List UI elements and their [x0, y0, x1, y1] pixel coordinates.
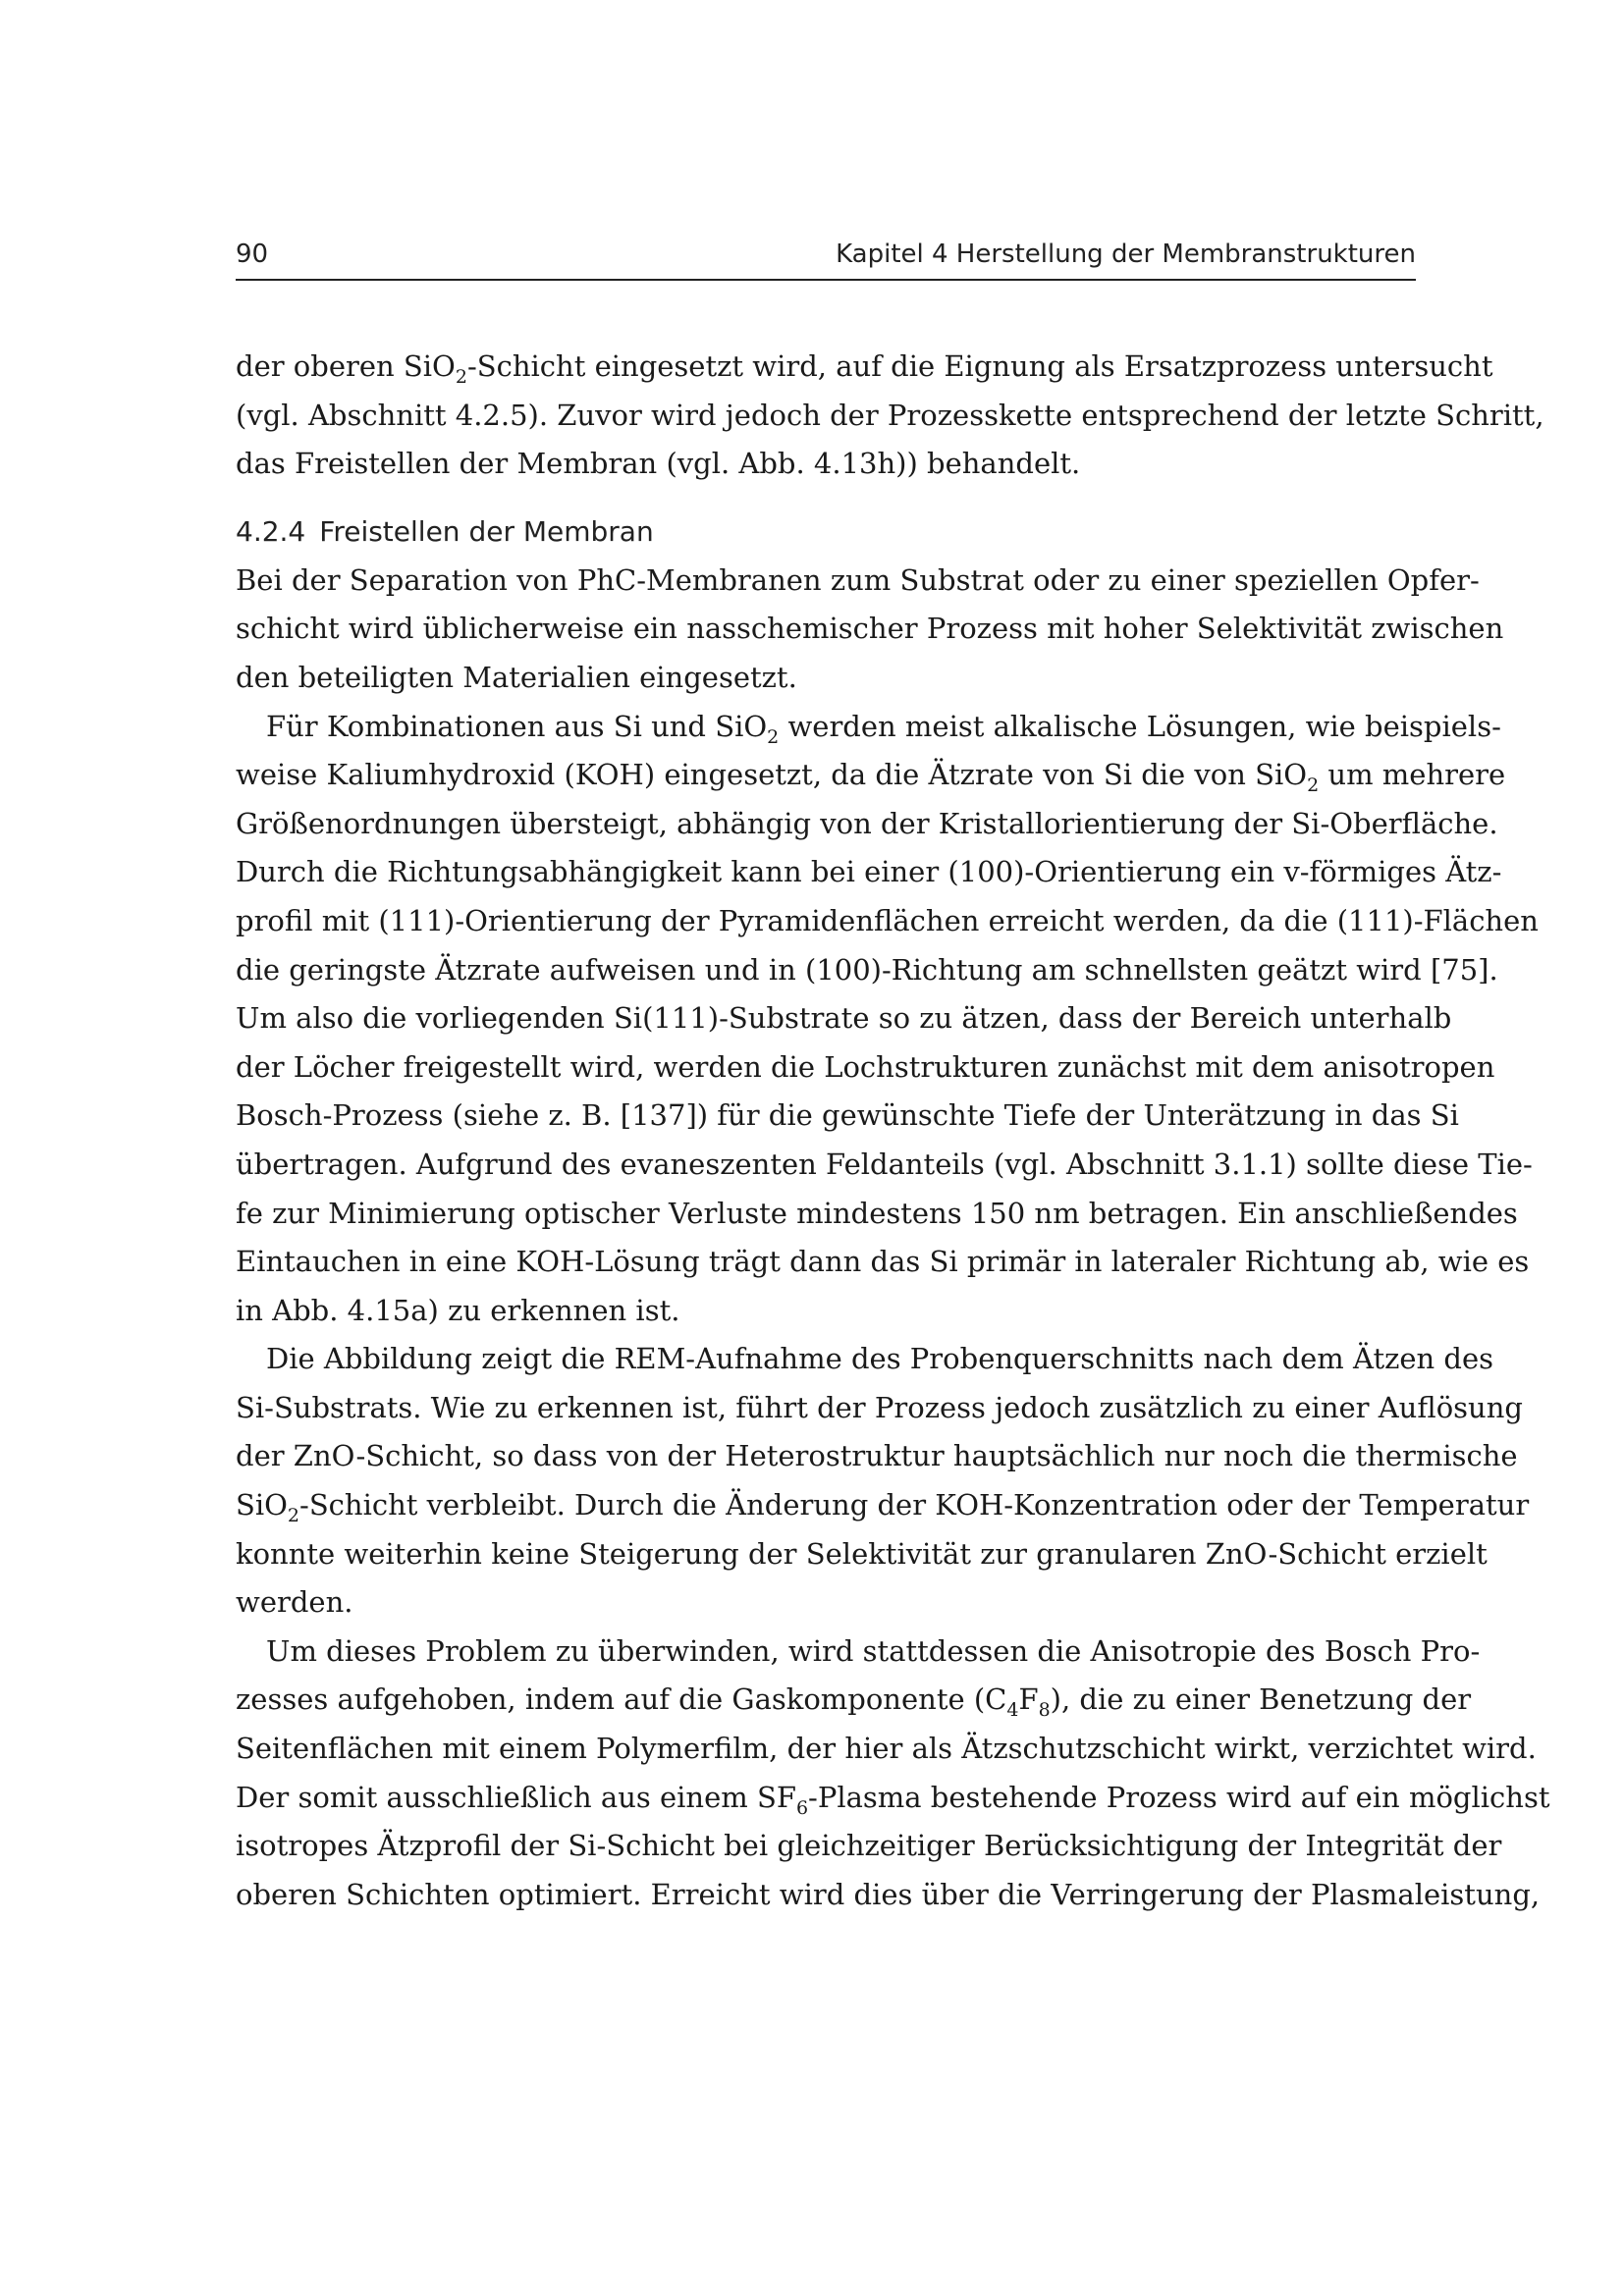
chapter-title: Kapitel 4 Herstellung der Membranstrukturen: [836, 240, 1416, 269]
text-line: profil mit (111)-Orientierung der Pyramidenflächen erreicht werden, da die (111)-Flächen: [236, 903, 1539, 937]
text-line: fe zur Minimierung optischer Verluste mindestens 150 nm betragen. Ein anschließendes: [236, 1196, 1518, 1230]
page-number: 90: [236, 240, 269, 269]
section-title: Freistellen der Membran: [319, 514, 654, 548]
text-line: die geringste Ätzrate aufweisen und in (100)-Richtung am schnellsten geätzt wird [75].: [236, 952, 1498, 987]
paragraph-continuation: [236, 343, 1544, 489]
text-line: Bosch-Prozess (siehe z. B. [137]) für die gewünschte Tiefe der Unterätzung in das Si: [236, 1098, 1459, 1133]
paragraph: [236, 1628, 1550, 1920]
text-line: Seitenflächen mit einem Polymerfilm, der hier als Ätzschutzschicht wirkt, verzichtet wird.: [236, 1732, 1537, 1766]
text-line: Bei der Separation von PhC-Membranen zum Substrat oder zu einer speziellen Opfer-: [236, 562, 1480, 597]
text-line: übertragen. Aufgrund des evaneszenten Feldanteils (vgl. Abschnitt 3.1.1) sollte diese Tie-: [236, 1147, 1533, 1181]
paragraph: [236, 557, 1504, 703]
body-text: [236, 343, 1550, 1919]
text-line: weise Kaliumhydroxid (KOH) eingesetzt, da die Ätzrate von Si die von SiO$_2$ um mehrere: [236, 758, 1506, 797]
paragraph: [236, 1335, 1530, 1628]
running-header: [236, 236, 1416, 281]
section-number: 4.2.4: [236, 514, 306, 548]
text-line: Si-Substrats. Wie zu erkennen ist, führt der Prozess jedoch zusätzlich zu einer Auflösung: [236, 1390, 1523, 1424]
text-line: den beteiligten Materialien eingesetzt.: [236, 660, 797, 694]
text-line: in Abb. 4.15a) zu erkennen ist.: [236, 1293, 680, 1327]
text-line: Um dieses Problem zu überwinden, wird stattdessen die Anisotropie des Bosch Pro-: [266, 1633, 1481, 1668]
text-line: isotropes Ätzprofil der Si-Schicht bei gleichzeitiger Berücksichtigung der Integrität der: [236, 1829, 1502, 1863]
text-line: der ZnO-Schicht, so dass von der Heterostruktur hauptsächlich nur noch die thermische: [236, 1439, 1518, 1473]
text-line: zesses aufgehoben, indem auf die Gaskomponente $(C_4F_8)$, die zu einer Benetzung der: [236, 1682, 1472, 1722]
text-line: Durch die Richtungsabhängigkeit kann bei einer (100)-Orientierung ein v-förmiges Ätz-: [236, 855, 1502, 889]
text-line: schicht wird üblicherweise ein nasschemischer Prozess mit hoher Selektivität zwischen: [236, 612, 1504, 646]
text-line: Die Abbildung zeigt die REM-Aufnahme des Probenquerschnitts nach dem Ätzen des: [266, 1342, 1494, 1376]
text-line: werden.: [236, 1585, 353, 1620]
text-line: Für Kombinationen aus Si und SiO$_2$ werden meist alkalische Lösungen, wie beispiels-: [266, 709, 1501, 748]
text-line: SiO$_2$-Schicht verbleibt. Durch die Änderung der KOH-Konzentration oder der Temperatur: [236, 1488, 1530, 1527]
text-line: Eintauchen in eine KOH-Lösung trägt dann das Si primär in lateraler Richtung ab, wie es: [236, 1245, 1530, 1279]
section-heading: [236, 513, 1416, 551]
text-line: (vgl. Abschnitt 4.2.5). Zuvor wird jedoch der Prozesskette entsprechend der letzte Schritt,: [236, 398, 1544, 432]
paragraph: [236, 703, 1539, 1336]
text-line: der Löcher freigestellt wird, werden die Lochstrukturen zunächst mit dem anisotropen: [236, 1049, 1495, 1084]
text-line: das Freistellen der Membran (vgl. Abb. 4.13h)) behandelt.: [236, 447, 1081, 481]
text-line: der oberen SiO$_2$-Schicht eingesetzt wird, auf die Eignung als Ersatzprozess untersucht: [236, 349, 1493, 388]
text-line: Um also die vorliegenden Si(111)-Substrate so zu ätzen, dass der Bereich unterhalb: [236, 1001, 1452, 1036]
text-line: Größenordnungen übersteigt, abhängig von der Kristallorientierung der Si-Oberfläche.: [236, 806, 1498, 840]
text-line: Der somit ausschließlich aus einem $SF_6$-Plasma bestehende Prozess wird auf ein möglichst: [236, 1780, 1550, 1819]
text-line: konnte weiterhin keine Steigerung der Selektivität zur granularen ZnO-Schicht erzielt: [236, 1536, 1488, 1571]
text-line: oberen Schichten optimiert. Erreicht wird dies über die Verringerung der Plasmaleistung,: [236, 1877, 1541, 1911]
